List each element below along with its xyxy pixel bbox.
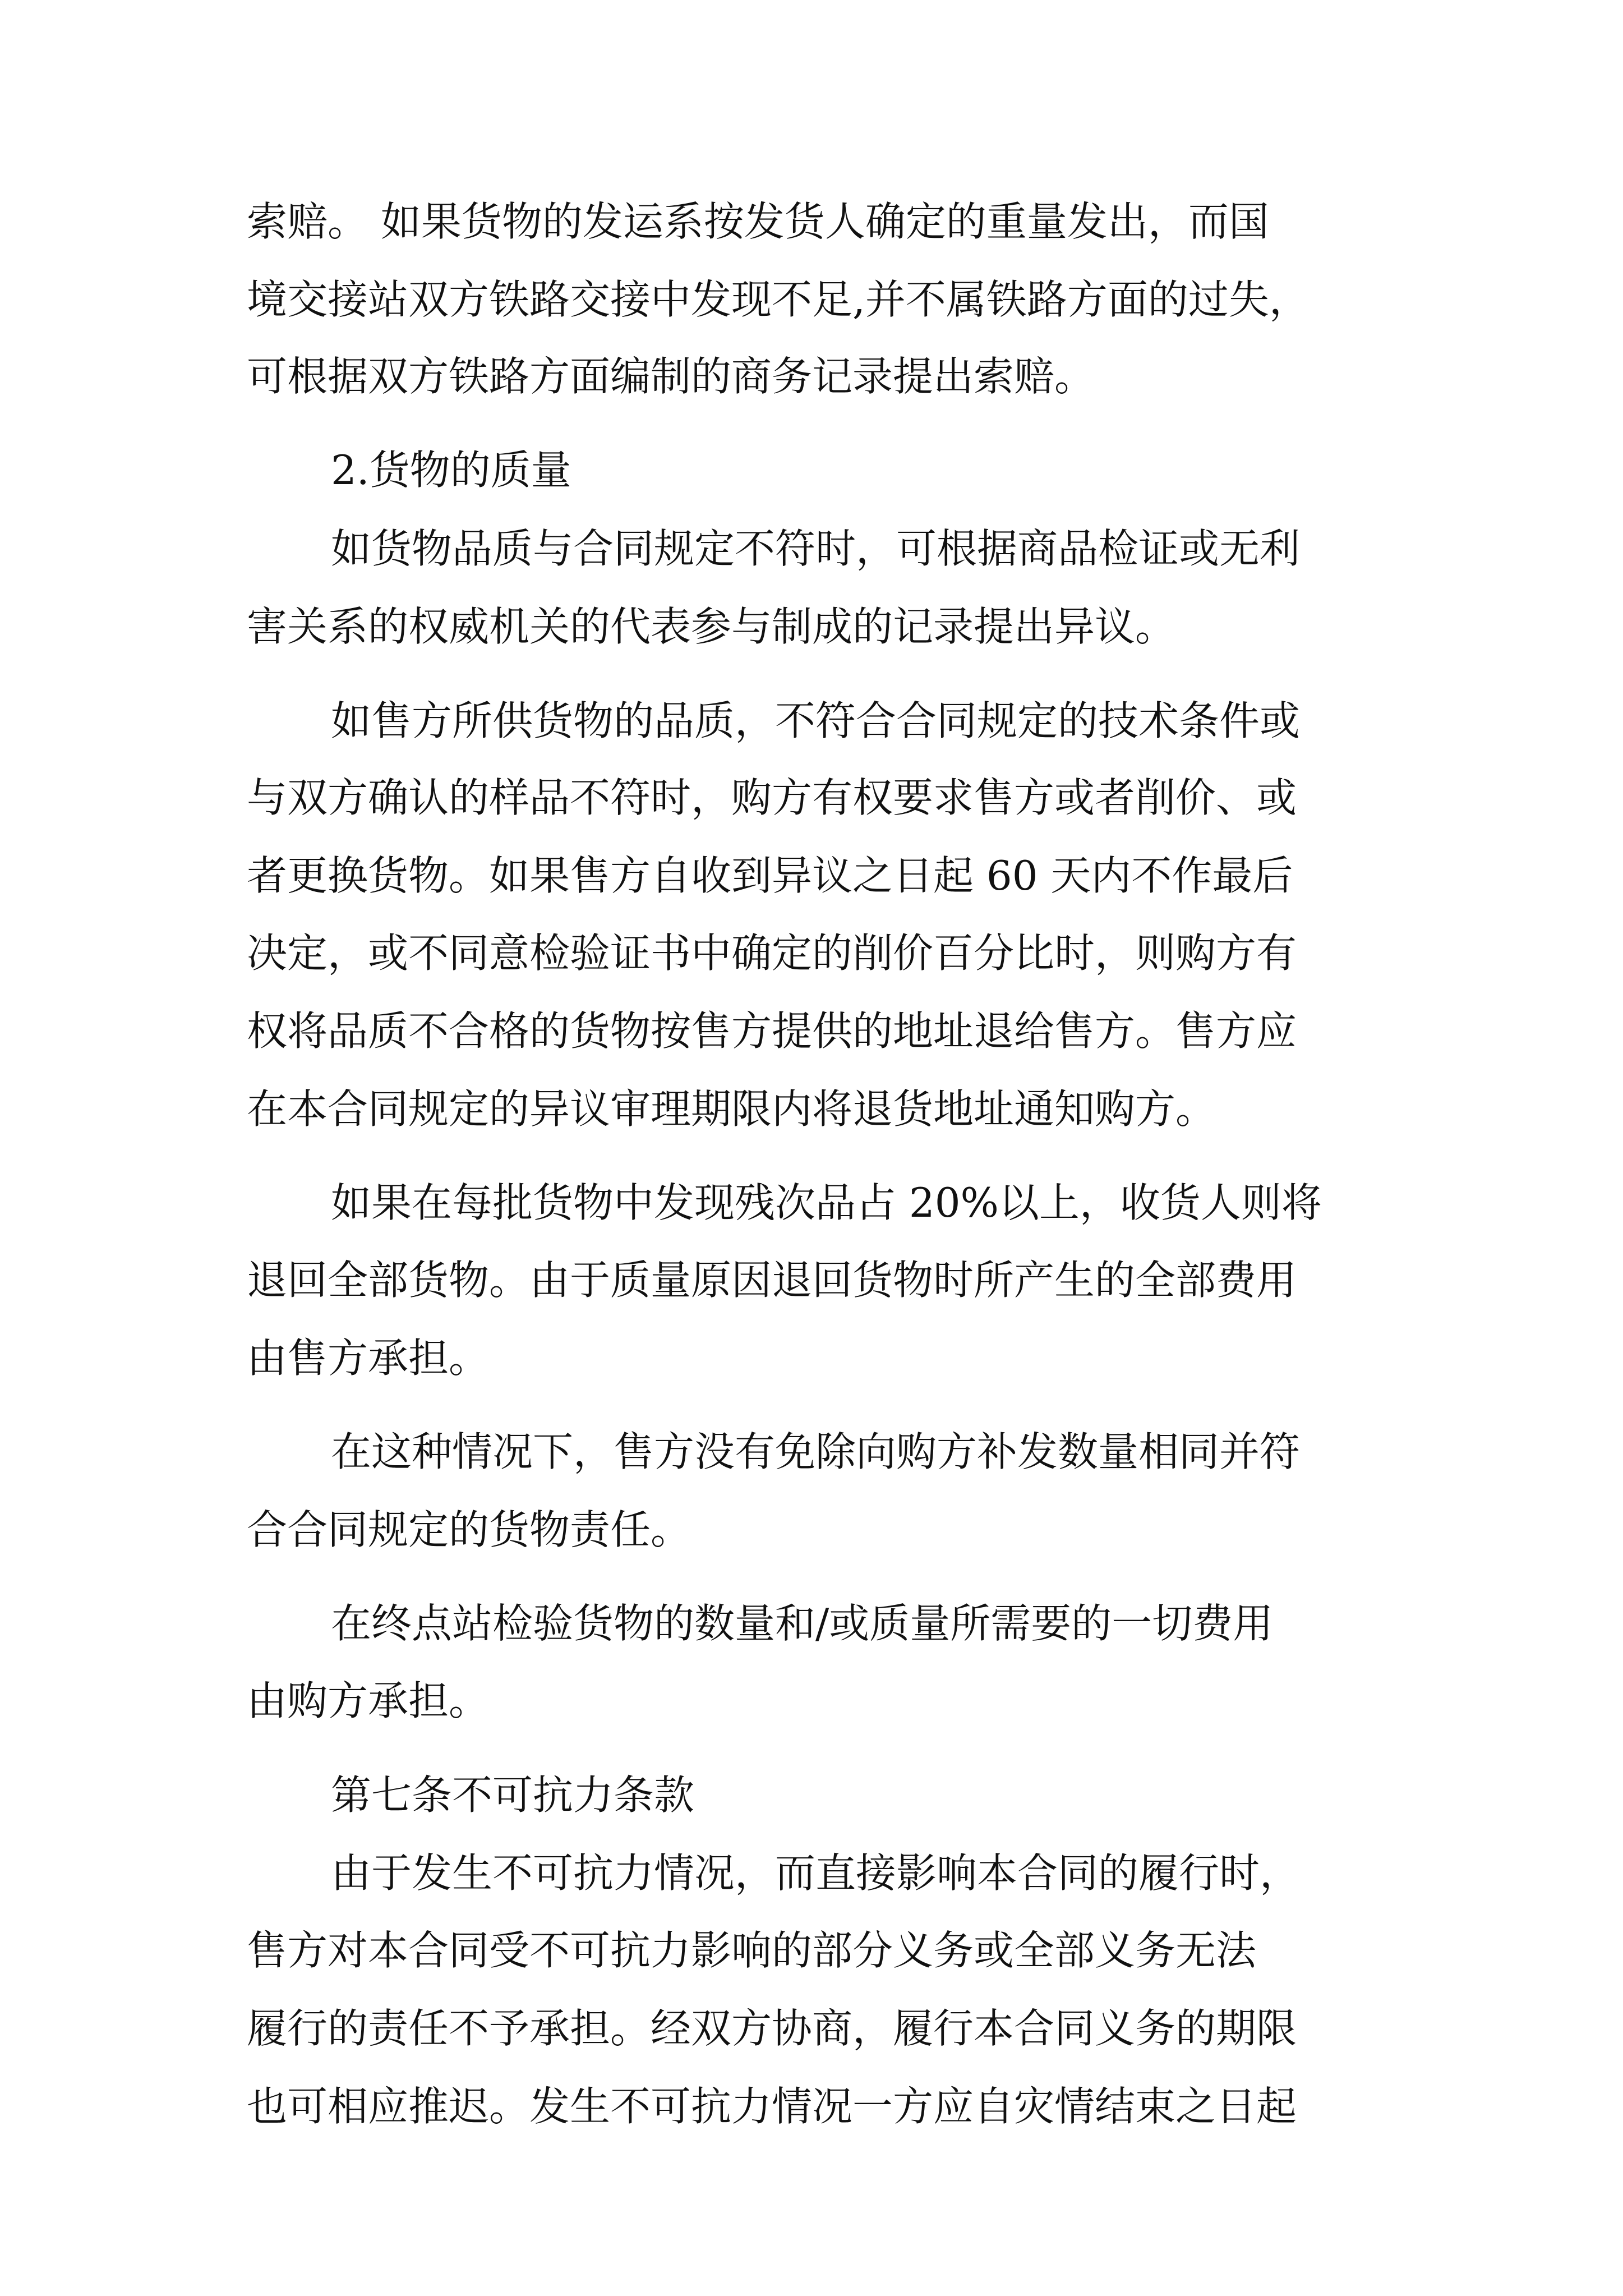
text-line: 履行的责任不予承担。经双方协商，履行本合同义务的期限 — [247, 2005, 1297, 2052]
text-line: 由于发生不可抗力情况，而直接影响本合同的履行时， — [331, 1849, 1301, 1897]
text-line: 决定，或不同意检验证书中确定的削价百分比时，则购方有 — [247, 930, 1297, 977]
text-line: 在这种情况下，售方没有免除向购方补发数量相同并符 — [331, 1428, 1301, 1475]
text-line: 索赔。 如果货物的发运系按发货人确定的重量发出，而国 — [247, 198, 1269, 245]
text-line: 如货物品质与合同规定不符时，可根据商品检证或无利 — [331, 525, 1301, 572]
text-line: 合合同规定的货物责任。 — [247, 1506, 691, 1553]
section-heading: 第七条不可抗力条款 — [331, 1772, 695, 1819]
text-line: 退回全部货物。由于质量原因退回货物时所产生的全部费用 — [247, 1257, 1297, 1304]
text-line: 可根据双方铁路方面编制的商务记录提出索赔。 — [247, 353, 1095, 400]
text-line: 害关系的权威机关的代表参与制成的记录提出异议。 — [247, 603, 1176, 650]
text-line: 如售方所供货物的品质，不符合合同规定的技术条件或 — [331, 697, 1301, 744]
text-line: 者更换货物。如果售方自收到异议之日起 60 天内不作最后 — [247, 852, 1293, 899]
text-line: 在本合同规定的异议审理期限内将退货地址通知购方。 — [247, 1085, 1216, 1133]
text-line: 由售方承担。 — [247, 1335, 490, 1382]
text-line: 境交接站双方铁路交接中发现不足,并不属铁路方面的过失， — [247, 276, 1310, 323]
text-line: 权将品质不合格的货物按售方提供的地址退给售方。售方应 — [247, 1007, 1297, 1055]
text-line: 也可相应推迟。发生不可抗力情况一方应自灾情结束之日起 — [247, 2083, 1297, 2130]
text-line: 与双方确认的样品不符时，购方有权要求售方或者削价、或 — [247, 774, 1297, 821]
text-line: 在终点站检验货物的数量和/或质量所需要的一切费用 — [331, 1600, 1274, 1647]
text-line: 如果在每批货物中发现残次品占 20%以上，收货人则将 — [331, 1179, 1322, 1226]
text-line: 由购方承担。 — [247, 1677, 490, 1724]
section-heading: 2.货物的质量 — [331, 447, 571, 494]
text-line: 售方对本合同受不可抗力影响的部分义务或全部义务无法 — [247, 1927, 1257, 1974]
